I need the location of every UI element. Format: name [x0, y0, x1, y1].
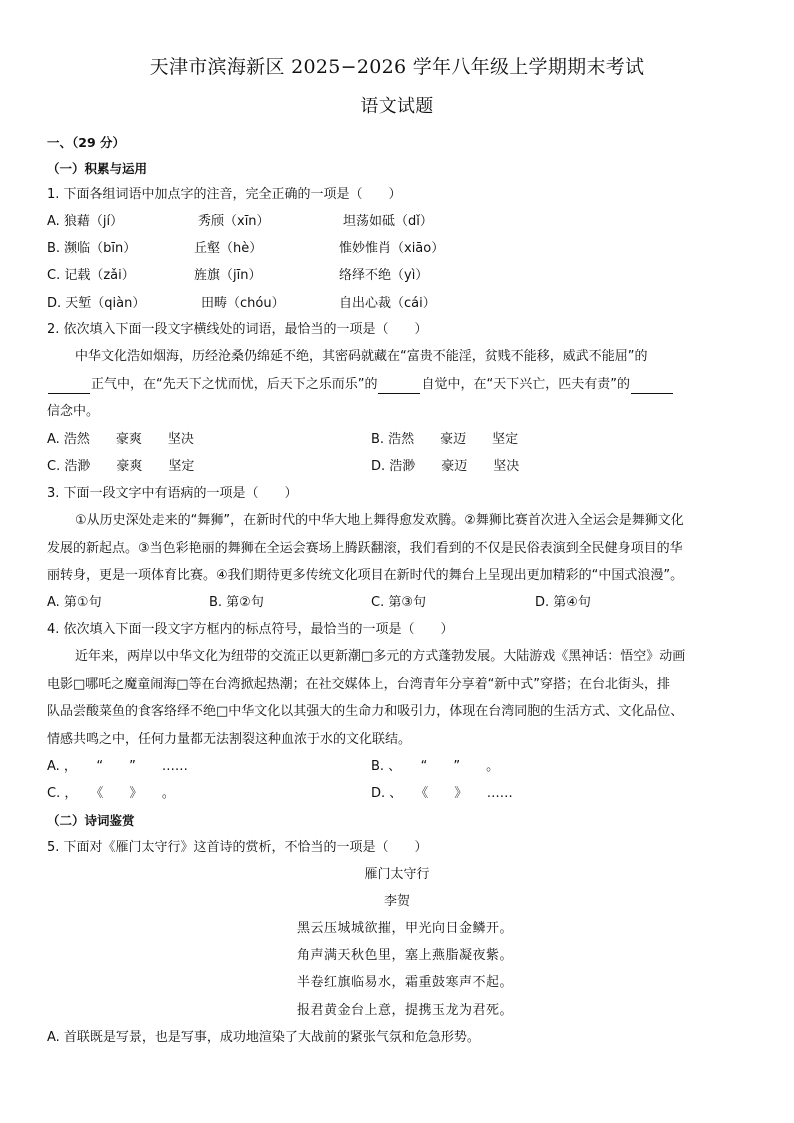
- poem-line-4: 报君黄金台上意，提携玉龙为君死。: [297, 1003, 514, 1018]
- q1-option-b-2: 丘壑（hè）: [194, 241, 263, 256]
- q4-option-b: B. 、 “ ” 。: [371, 759, 500, 774]
- q2-option-a: A. 浩然 豪爽 坚决: [47, 432, 194, 447]
- part-heading-2: （二）诗词鉴赏: [47, 813, 135, 828]
- q1-option-d-2: 田畴（chóu）: [201, 296, 285, 311]
- q5-option-a: A. 首联既是写景，也是写事，成功地渲染了大战前的紧张气氛和危急形势。: [47, 1030, 480, 1045]
- q2-stem: 2. 依次填入下面一段文字横线处的词语，最恰当的一项是（ ）: [47, 322, 428, 337]
- q3-option-b: B. 第②句: [209, 595, 264, 610]
- q3-option-d: D. 第④句: [535, 595, 591, 610]
- q4-passage-line-2: 电影□哪吒之魔童闹海□等在台湾掀起热潮；在社交媒体上，台湾青年分享着“新中式”穿搭；在台北街头，排: [47, 677, 671, 692]
- q2-option-b: B. 浩然 豪迈 坚定: [371, 432, 519, 447]
- q1-option-c-1: C. 记载（zǎi）: [47, 268, 135, 283]
- poem-line-1: 黑云压城城欲摧，甲光向日金鳞开。: [297, 921, 514, 936]
- poem-author: 李贺: [383, 894, 410, 909]
- exam-title: 天津市滨海新区 2025−2026 学年八年级上学期期末考试: [149, 56, 645, 78]
- q5-stem: 5. 下面对《雁门太守行》这首诗的赏析，不恰当的一项是（ ）: [47, 840, 428, 855]
- q3-stem: 3. 下面一段文字中有语病的一项是（ ）: [47, 486, 298, 501]
- q2-option-d: D. 浩渺 豪迈 坚决: [371, 459, 520, 474]
- exam-subtitle: 语文试题: [360, 96, 434, 117]
- q1-stem: 1. 下面各组词语中加点字的注音，完全正确的一项是（ ）: [47, 187, 402, 202]
- q3-passage-line-1: ①从历史深处走来的“舞狮”，在新时代的中华大地上舞得愈发欢腾。②舞狮比赛首次进入全运会是舞狮文化: [75, 513, 684, 528]
- q2-blank-2: [378, 380, 420, 394]
- q2-blank-3: [631, 380, 673, 394]
- q1-option-d-3: 自出心裁（cái）: [339, 296, 436, 311]
- q4-option-a: A. ， “ ” ……: [47, 759, 188, 774]
- q3-option-a: A. 第①句: [47, 595, 102, 610]
- part-heading-1: （一）积累与运用: [47, 161, 148, 176]
- q2-blank-1: [48, 380, 90, 394]
- q2-passage-line-2: [47, 376, 674, 394]
- q1-option-c-2: 旌旗（jīn）: [194, 268, 262, 283]
- poem-title: 雁门太守行: [364, 867, 430, 882]
- q4-option-d: D. 、 《 》 ……: [371, 786, 513, 801]
- poem-line-2: 角声满天秋色里，塞上燕脂凝夜紫。: [297, 948, 514, 963]
- q4-option-c: C. ， 《 》 。: [47, 786, 175, 801]
- q1-option-a-2: 秀颀（xīn）: [198, 214, 270, 229]
- q2-option-c: C. 浩渺 豪爽 坚定: [47, 459, 195, 474]
- q1-option-b-3: 惟妙惟肖（xiāo）: [339, 241, 445, 256]
- q2-passage-line-1: 中华文化浩如烟海，历经沧桑仍绵延不绝，其密码就藏在“富贵不能淫，贫贱不能移，威武不能屈”的: [75, 349, 648, 364]
- q1-option-c-3: 络绎不绝（yì）: [339, 268, 429, 283]
- q4-passage-line-3: 队品尝酸菜鱼的食客络绎不绝□中华文化以其强大的生命力和吸引力，体现在台湾同胞的生活方式、文化品位、: [47, 704, 684, 719]
- q1-option-d-1: D. 天堑（qiàn）: [47, 296, 146, 311]
- q3-option-c: C. 第③句: [371, 595, 426, 610]
- q1-option-a-3: 坦荡如砥（dǐ）: [343, 214, 433, 229]
- q4-stem: 4. 依次填入下面一段文字方框内的标点符号，最恰当的一项是（ ）: [47, 622, 454, 637]
- q3-passage-line-3: 丽转身，更是一项体育比赛。④我们期待更多传统文化项目在新时代的舞台上呈现出更加精彩的“中国式浪漫”。: [47, 568, 684, 583]
- q4-passage-line-4: 情感共鸣之中，任何力量都无法割裂这种血浓于水的文化联结。: [47, 732, 412, 747]
- q1-option-b-1: B. 濒临（bīn）: [47, 241, 137, 256]
- q2-passage-seg-1: 正气中，在“先天下之忧而忧，后天下之乐而乐”的: [91, 377, 378, 392]
- q2-passage-line-3: 信念中。: [47, 404, 100, 419]
- q2-passage-seg-2: 自觉中，在“天下兴亡，匹夫有责”的: [421, 377, 630, 392]
- section-heading: 一、（29 分）: [47, 135, 125, 150]
- q4-passage-line-1: 近年来，两岸以中华文化为纽带的交流正以更新潮□多元的方式蓬勃发展。大陆游戏《黑神话：悟空》动画: [75, 649, 686, 664]
- q3-passage-line-2: 发展的新起点。③当色彩艳丽的舞狮在全运会赛场上腾跃翻滚，我们看到的不仅是民俗表演到全民健身项目的华: [47, 541, 683, 556]
- q1-option-a-1: A. 狼藉（jí）: [47, 214, 124, 229]
- poem-line-3: 半卷红旗临易水，霜重鼓寒声不起。: [297, 975, 514, 990]
